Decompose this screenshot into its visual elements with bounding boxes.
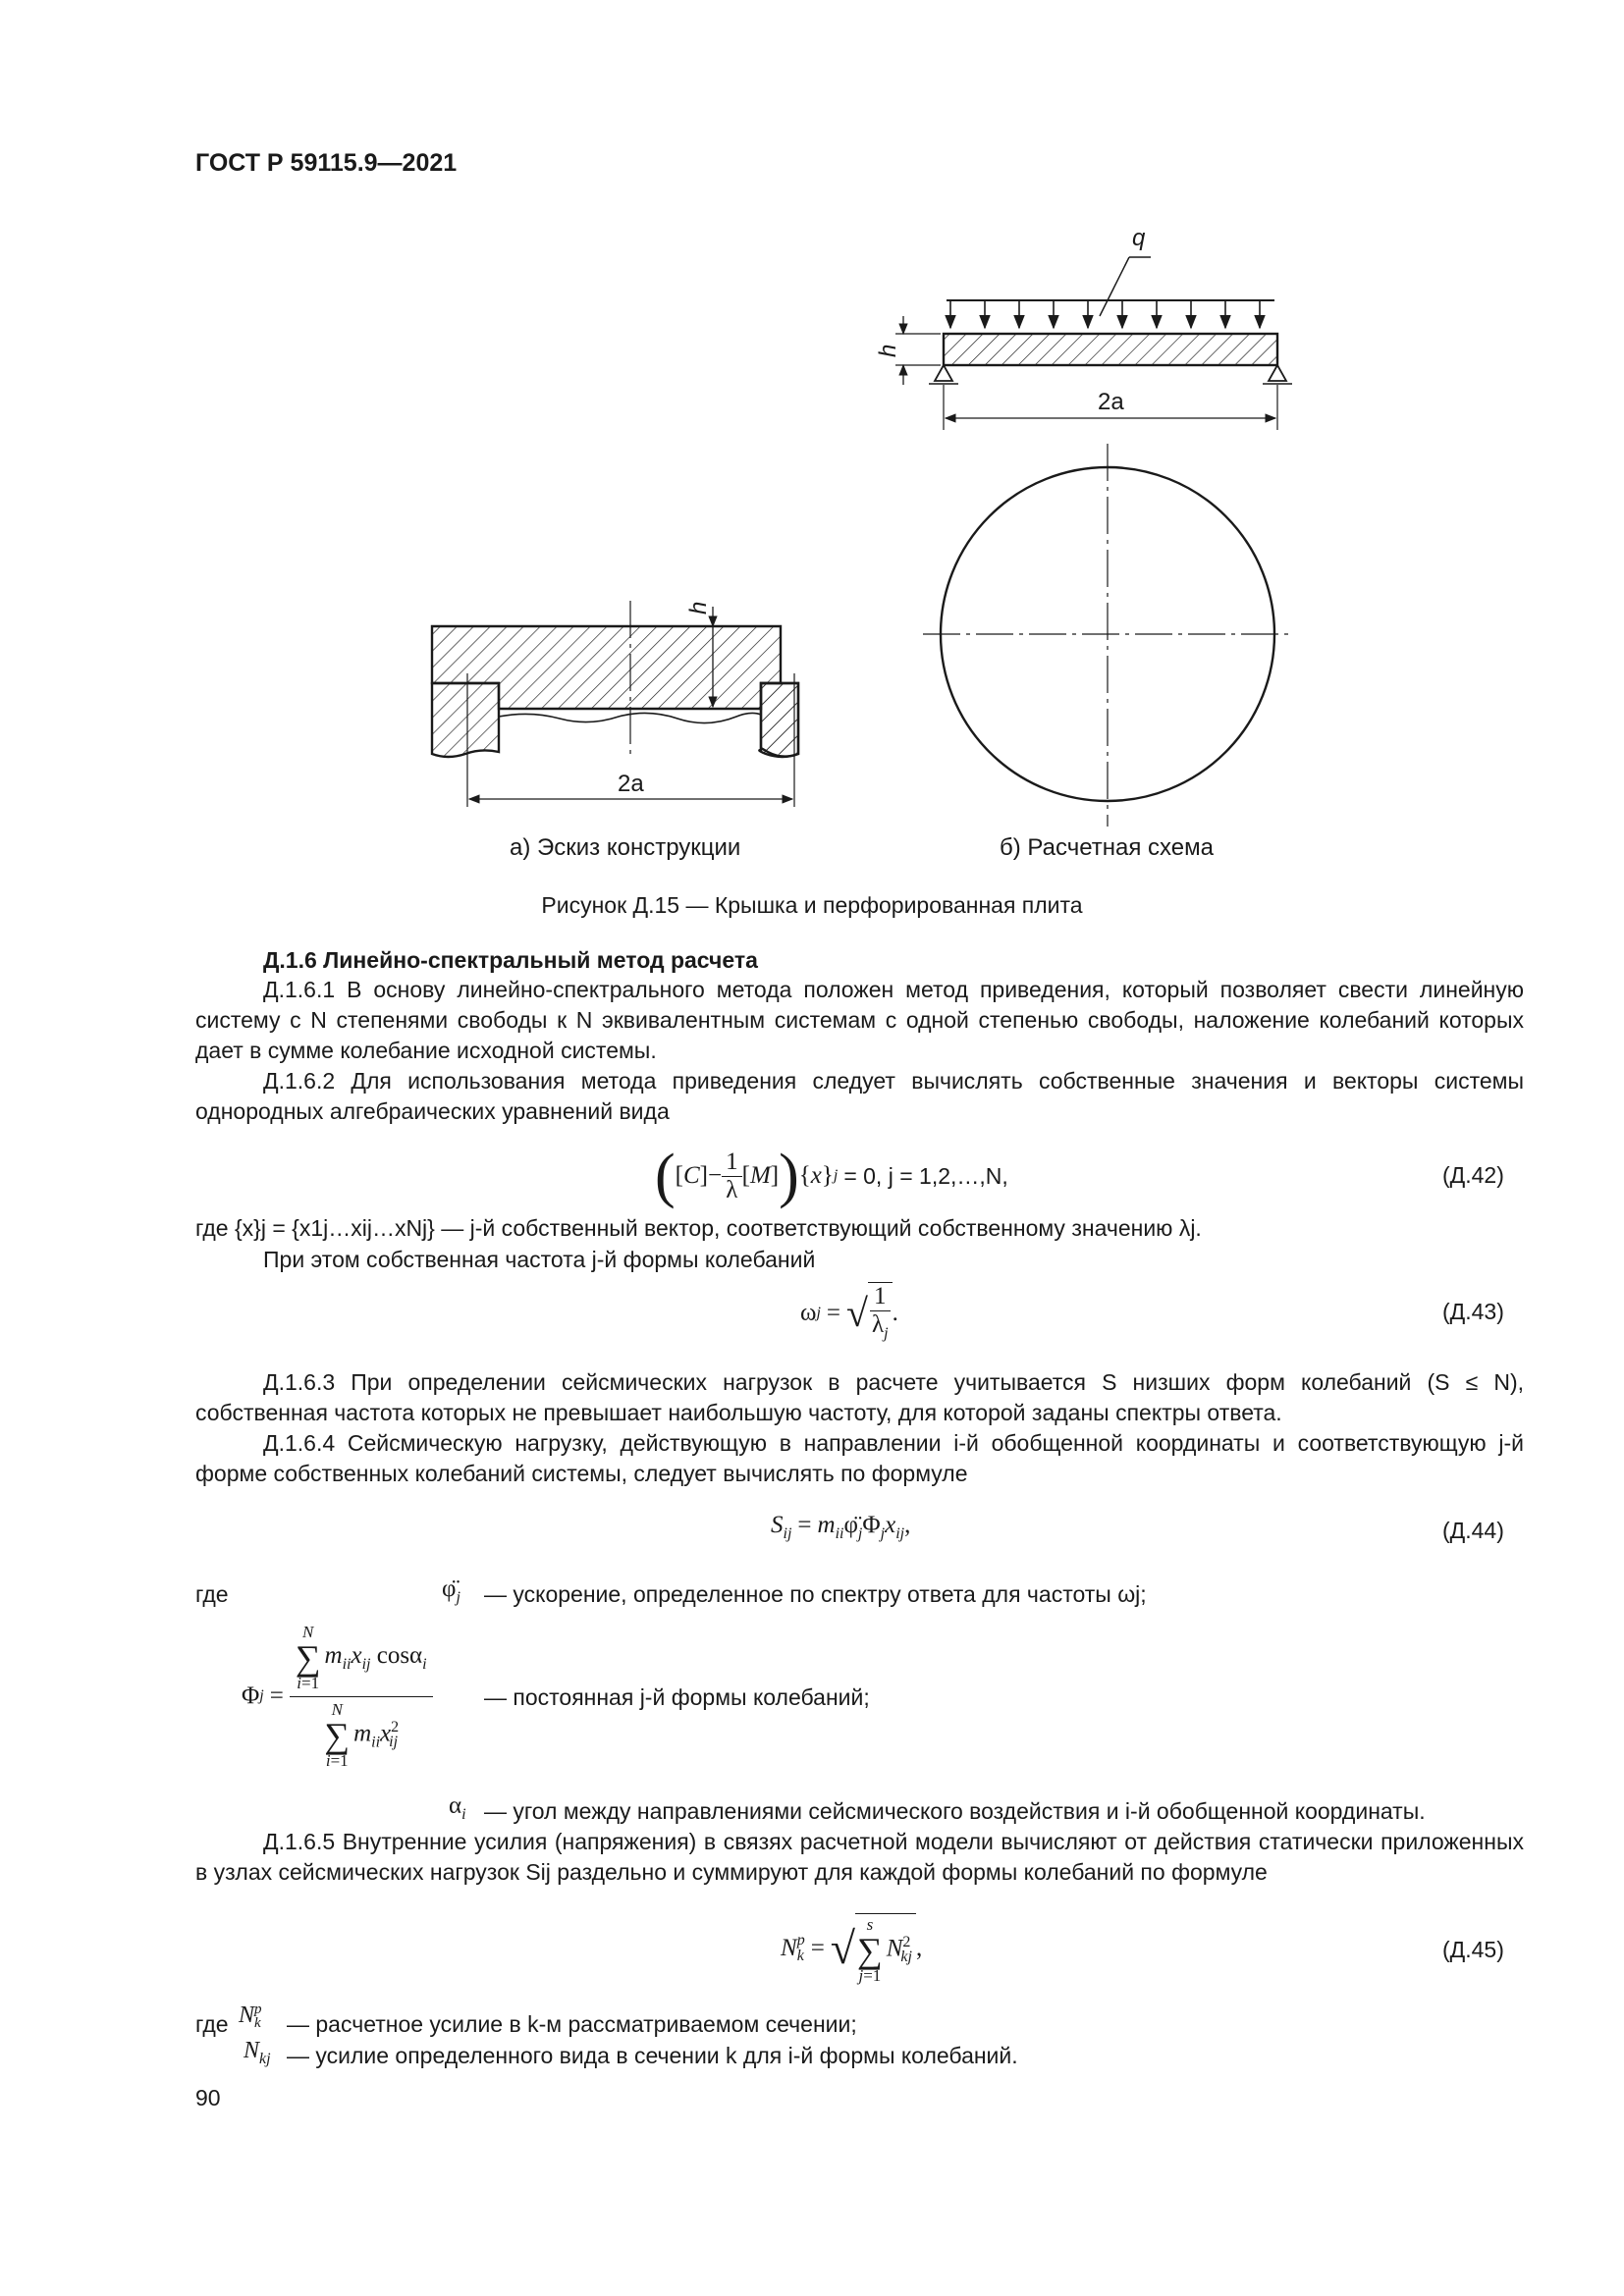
equation-d45: N p k = √ s ∑ j=1 $N^2_{kj}$ , <box>781 1914 923 1985</box>
definition-mode-constant: — постоянная j-й формы колебаний; <box>484 1684 870 1710</box>
caption-b: б) Расчетная схема <box>1000 834 1214 861</box>
label-h-sketch: h <box>685 601 712 614</box>
paragraph-d163: Д.1.6.3 При определении сейсмических нагрузок в расчете учитывается S низших форм колебаний (S ≤ N), собственная частота которых не превышает наибольшую частоту, для которой заданы спектры ответа. <box>195 1369 1524 1425</box>
construction-sketch <box>432 601 798 807</box>
definition-acceleration: — ускорение, определенное по спектру ответа для частоты ωj; <box>484 1581 1147 1607</box>
equation-phi-j: Φ j = N ∑ i=1 $m_{ii}x_{ij}$ cosα$_i$ N ∑ i=1 $m_{ii}x^2_{ij}$ <box>242 1618 433 1775</box>
paragraph-d162: Д.1.6.2 Для использования метода приведения следует вычислять собственные значения и векторы системы однородных алгебраических уравнений вида <box>195 1068 1524 1124</box>
label-h-top: h <box>875 344 901 357</box>
beam <box>944 334 1277 365</box>
definition-design-force: — расчетное усилие в k-м рассматриваемом сечении; <box>287 2011 857 2037</box>
label-2a-sketch: 2a <box>618 771 644 797</box>
where-label-2: где <box>195 2011 229 2037</box>
equation-d42: ( [ C ] − $\frac{1}{\lambda}$ [ M ] ) { x } j = 0, j = 1,2,…,N, <box>655 1143 1008 1209</box>
symbol-phi-ddot: $\varphï_j$ <box>442 1575 460 1606</box>
figure-title: Рисунок Д.15 — Крышка и перфорированная плита <box>541 892 1083 918</box>
section-heading: Д.1.6 Линейно-спектральный метод расчета <box>263 947 758 973</box>
left-support <box>935 365 952 381</box>
circle-scheme <box>923 444 1292 827</box>
paragraph-eigenvector: где {x}j = {x1j…xij…xNj} — j-й собственный вектор, соответствующий собственному значению λj. <box>195 1215 1202 1241</box>
right-support <box>1269 365 1286 381</box>
paragraph-d165: Д.1.6.5 Внутренние усилия (напряжения) в связях расчетной модели вычисляют от действия статически приложенных в узлах сейсмических нагрузок Sij раздельно и суммируют для каждой формы колебаний по формуле <box>195 1829 1524 1885</box>
symbol-nkp: N p k <box>239 2002 262 2032</box>
definition-force-section: — усилие определенного вида в сечении k для i-й формы колебаний. <box>287 2043 1018 2068</box>
document-header: ГОСТ Р 59115.9—2021 <box>195 149 458 177</box>
equation-number-d43: (Д.43) <box>1442 1299 1504 1324</box>
label-2a-top: 2a <box>1098 389 1124 415</box>
equation-number-d44: (Д.44) <box>1442 1518 1504 1543</box>
page-number: 90 <box>195 2085 221 2110</box>
symbol-alpha: $\alpha_i$ <box>449 1792 466 1823</box>
definition-angle: — угол между направлениями сейсмического воздействия и i-й обобщенной координаты. <box>484 1798 1426 1824</box>
figure-d15 <box>0 0 1624 883</box>
label-q: q <box>1132 225 1146 251</box>
equation-number-d42: (Д.42) <box>1442 1162 1504 1188</box>
symbol-nkj: $N_{kj}$ <box>244 2038 271 2067</box>
caption-a: а) Эскиз конструкции <box>510 834 741 861</box>
equation-d43: ω j = √ $\frac{1}{\lambda_j}$ . <box>800 1278 898 1349</box>
equation-d44: $S_{ij}$ = $m_{ii}\varphï_j\Phi_jx_{ij}$, <box>771 1512 911 1542</box>
paragraph-frequency: При этом собственная частота j-й формы колебаний <box>263 1247 816 1272</box>
load-scheme <box>895 257 1292 430</box>
where-label-1: где <box>195 1581 229 1607</box>
paragraph-d164: Д.1.6.4 Сейсмическую нагрузку, действующую в направлении i-й обобщенной координаты и соответствующую j-й форме собственных колебаний системы, следует вычислять по формуле <box>195 1430 1524 1486</box>
equation-number-d45: (Д.45) <box>1442 1937 1504 1962</box>
paragraph-d161: Д.1.6.1 В основу линейно-спектрального метода положен метод приведения, который позволяет свести линейную систему с N степенями свободы к N эквивалентным системам с одной степенью свободы, наложение колебаний которых дает в сумме колебание исходной системы. <box>195 977 1524 1063</box>
